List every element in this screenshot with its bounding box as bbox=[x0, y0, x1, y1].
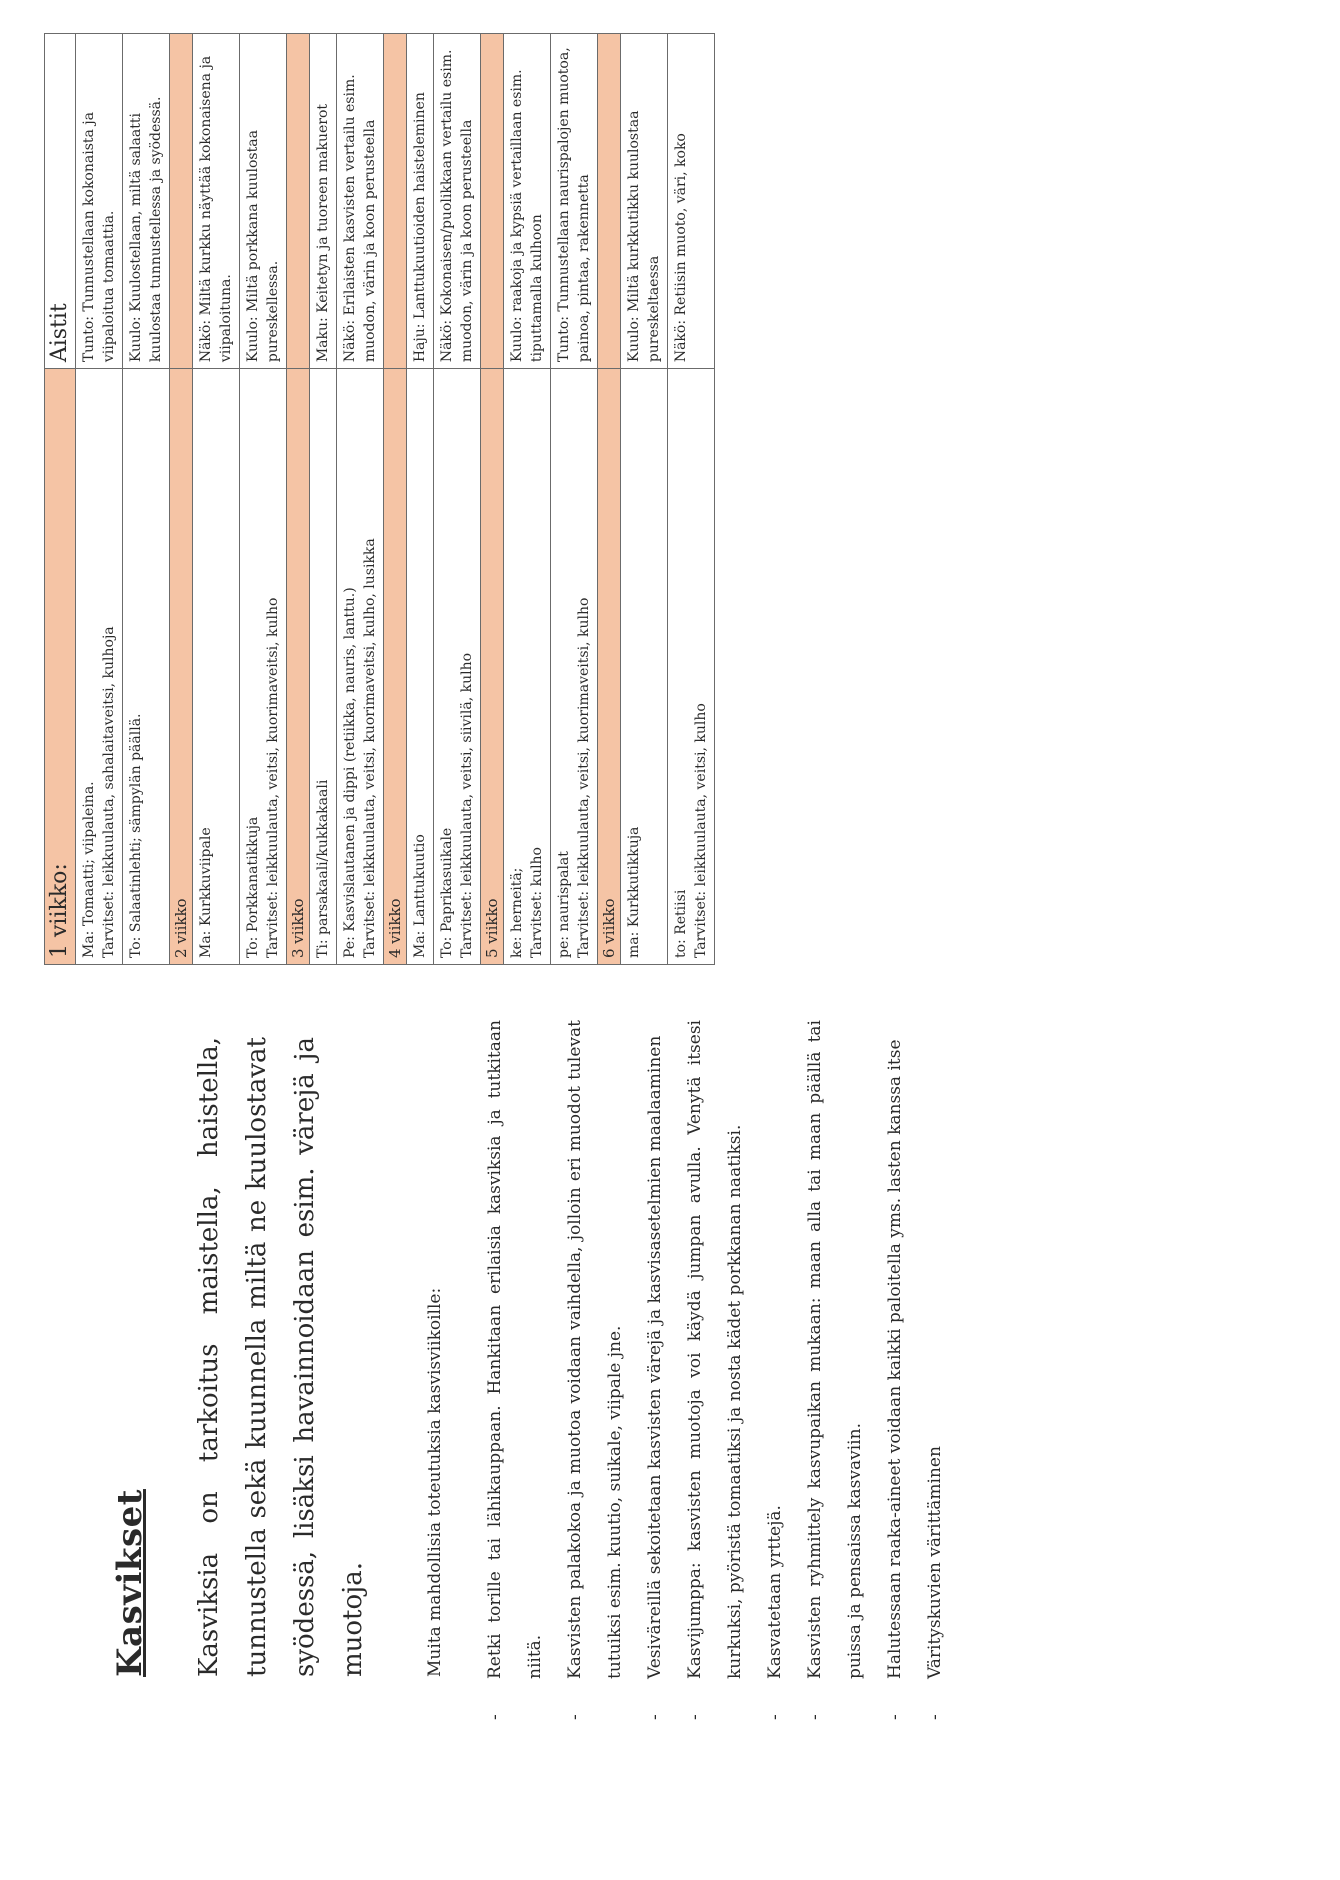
sense-cell bbox=[240, 34, 287, 369]
supplies-text: Tarvitset: kulho bbox=[529, 847, 545, 958]
sense-text: Kuulo: Miltä porkkana kuulostaa pureskellessa. bbox=[245, 130, 281, 363]
article-column bbox=[0, 980, 1340, 1880]
activity-text: to: Retiisi bbox=[673, 889, 689, 958]
activity-text: pe: naurispalat bbox=[556, 851, 572, 958]
dash-bullet: - bbox=[485, 1714, 505, 1720]
list-item: - Halutessaan raaka-aineet voidaan kaikki paloitella yms. lasten kanssa itse bbox=[875, 1020, 915, 1720]
sense-text: Kuulo: Kuulostellaan, miltä salaatti kuulostaa tunnustellessa ja syödessä. bbox=[128, 96, 164, 363]
activity-text: Ti: parsakaali/kukkakaali bbox=[315, 779, 331, 958]
activity-cell bbox=[193, 369, 240, 965]
week-divider-cell bbox=[481, 34, 504, 369]
list-item: - Retki torille tai lähikauppaan. Hankitaan erilaisia kasviksia ja tutkitaan niitä. bbox=[475, 1020, 555, 1720]
sense-cell bbox=[551, 34, 598, 369]
sense-cell bbox=[668, 34, 715, 369]
sense-text: Haju: Lanttukuutioiden haisteleminen bbox=[412, 92, 428, 363]
table-body bbox=[76, 34, 715, 965]
activity-cell bbox=[621, 369, 668, 965]
sense-cell bbox=[504, 34, 551, 369]
table-row bbox=[193, 34, 240, 965]
sense-cell bbox=[407, 34, 434, 369]
sense-cell bbox=[76, 34, 123, 369]
week-divider-row bbox=[481, 34, 504, 965]
table-row bbox=[310, 34, 337, 965]
activity-text: Pe: Kasvislautanen ja dippi (retiikka, nauris, lanttu.) bbox=[342, 587, 358, 958]
sense-text: Tunto: Tunnustellaan naurispalojen muotoa, painoa, pintaa, rakennetta bbox=[556, 47, 592, 363]
weekly-schedule-table bbox=[44, 33, 715, 965]
table-row bbox=[621, 34, 668, 965]
sense-cell bbox=[123, 34, 170, 369]
table-row bbox=[76, 34, 123, 965]
other-activities-heading: Muita mahdollisia toteutuksia kasvisviikoille: bbox=[425, 1287, 445, 1677]
sense-text: Kuulo: Miltä kurkkutikku kuulostaa pureskeltaessa bbox=[626, 110, 662, 363]
activity-cell bbox=[434, 369, 481, 965]
week-label: 2 viikko bbox=[170, 369, 193, 965]
table-row bbox=[240, 34, 287, 965]
sense-text: Tunto: Tunnustellaan kokonaista ja viipaloitua tomaattia. bbox=[81, 112, 117, 363]
week-label: 4 viikko bbox=[384, 369, 407, 965]
senses-header: Aistit bbox=[45, 34, 76, 369]
activity-text: Ma: Tomaatti; viipaleina. bbox=[81, 781, 97, 958]
sense-text: Maku: Keitetyn ja tuoreen makuerot bbox=[315, 103, 331, 363]
supplies-text: Tarvitset: leikkuulauta, veitsi, siivilä, kulho bbox=[459, 652, 475, 958]
supplies-text: Tarvitset: leikkuulauta, sahalaitaveitsi, kulhoja bbox=[101, 626, 117, 958]
table-row bbox=[337, 34, 384, 965]
week-label: 3 viikko bbox=[287, 369, 310, 965]
sense-cell bbox=[434, 34, 481, 369]
table-row bbox=[123, 34, 170, 965]
activity-cell bbox=[551, 369, 598, 965]
dash-bullet: - bbox=[645, 1714, 665, 1720]
activity-text: Ma: Kurkkuviipale bbox=[198, 827, 214, 958]
week-divider-cell bbox=[287, 34, 310, 369]
activity-cell bbox=[407, 369, 434, 965]
activity-text: To: Paprikasuikale bbox=[439, 827, 455, 958]
sense-text: Näkö: Retiisin muoto, väri, koko bbox=[673, 133, 689, 363]
activity-text: Ma: Lanttukuutio bbox=[412, 834, 428, 958]
activity-text: ma: Kurkkutikkuja bbox=[626, 826, 642, 958]
sense-text: Kuulo: raakoja ja kypsiä vertaillaan esim. tiputtamalla kulhoon bbox=[509, 69, 545, 363]
activity-cell bbox=[310, 369, 337, 965]
list-item: - Kasvisten palakokoa ja muotoa voidaan vaihdella, jolloin eri muodot tulevat tutuiksi esim. kuutio, suikale, viipale jne. bbox=[555, 1020, 635, 1720]
week-divider-row bbox=[287, 34, 310, 965]
week-divider-cell bbox=[170, 34, 193, 369]
activity-cell bbox=[504, 369, 551, 965]
sense-cell bbox=[310, 34, 337, 369]
dash-bullet: - bbox=[925, 1714, 945, 1720]
dash-bullet: - bbox=[885, 1714, 905, 1720]
table-row bbox=[668, 34, 715, 965]
supplies-text: Tarvitset: leikkuulauta, veitsi, kuorimaveitsi, kulho bbox=[576, 597, 592, 958]
week-divider-cell bbox=[384, 34, 407, 369]
list-item: - Kasvatetaan yrttejä. bbox=[755, 1020, 795, 1720]
sense-text: Näkö: Miltä kurkku näyttää kokonaisena ja viipaloituna. bbox=[198, 55, 234, 363]
table-row bbox=[551, 34, 598, 965]
sense-cell bbox=[193, 34, 240, 369]
week-divider-row bbox=[170, 34, 193, 965]
week-label: 5 viikko bbox=[481, 369, 504, 965]
activity-text: ke: herneitä; bbox=[509, 867, 525, 958]
activity-text: To: Salaatinlehti; sämpylän päällä. bbox=[128, 713, 144, 958]
list-item: - Värityskuvien värittäminen bbox=[915, 1020, 955, 1720]
supplies-text: Tarvitset: leikkuulauta, veitsi, kuorimaveitsi, kulho bbox=[265, 597, 281, 958]
activity-cell bbox=[240, 369, 287, 965]
week-divider-cell bbox=[598, 34, 621, 369]
week-divider-row bbox=[384, 34, 407, 965]
table-row bbox=[407, 34, 434, 965]
activity-cell bbox=[668, 369, 715, 965]
activity-text: To: Porkkanatikkuja bbox=[245, 816, 261, 958]
dash-bullet: - bbox=[565, 1714, 585, 1720]
activity-cell bbox=[337, 369, 384, 965]
week-label: 6 viikko bbox=[598, 369, 621, 965]
dash-bullet: - bbox=[805, 1714, 825, 1720]
page-title: Kasvikset bbox=[110, 1489, 150, 1677]
week-divider-row bbox=[598, 34, 621, 965]
table-row bbox=[434, 34, 481, 965]
dash-bullet: - bbox=[685, 1714, 705, 1720]
list-item: - Vesiväreillä sekoitetaan kasvisten värejä ja kasvisasetelmien maalaaminen bbox=[635, 1020, 675, 1720]
table-header-row bbox=[45, 34, 76, 965]
supplies-text: Tarvitset: leikkuulauta, veitsi, kulho bbox=[693, 703, 709, 958]
sense-text: Näkö: Erilaisten kasvisten vertailu esim. muodon, värin ja koon perusteella bbox=[342, 74, 378, 363]
intro-paragraph: Kasviksia on tarkoitus maistella, haistella, tunnustella sekä kuunnella miltä ne kuulostavat syödessä, lisäksi havainnoidaan esim. värejä ja muotoja. bbox=[194, 1037, 368, 1677]
activity-list bbox=[475, 1020, 955, 1720]
sense-cell bbox=[621, 34, 668, 369]
sense-text: Näkö: Kokonaisen/puolikkaan vertailu esim. muodon, värin ja koon perusteella bbox=[439, 49, 475, 363]
supplies-text: Tarvitset: leikkuulauta, veitsi, kuorimaveitsi, kulho, lusikka bbox=[362, 538, 378, 958]
activity-cell bbox=[76, 369, 123, 965]
dash-bullet: - bbox=[765, 1714, 785, 1720]
week-header: 1 viikko: bbox=[45, 369, 76, 965]
list-item: - Kasvisten ryhmittely kasvupaikan mukaan: maan alla tai maan päällä tai puissa ja pensaissa kasvaviin. bbox=[795, 1020, 875, 1720]
sense-cell bbox=[337, 34, 384, 369]
activity-cell bbox=[123, 369, 170, 965]
list-item: - Kasvijumppa: kasvisten muotoja voi käydä jumpan avulla. Venytä itsesi kurkuksi, pyöristä tomaatiksi ja nosta kädet porkkanan naatiksi. bbox=[675, 1020, 755, 1720]
table-row bbox=[504, 34, 551, 965]
